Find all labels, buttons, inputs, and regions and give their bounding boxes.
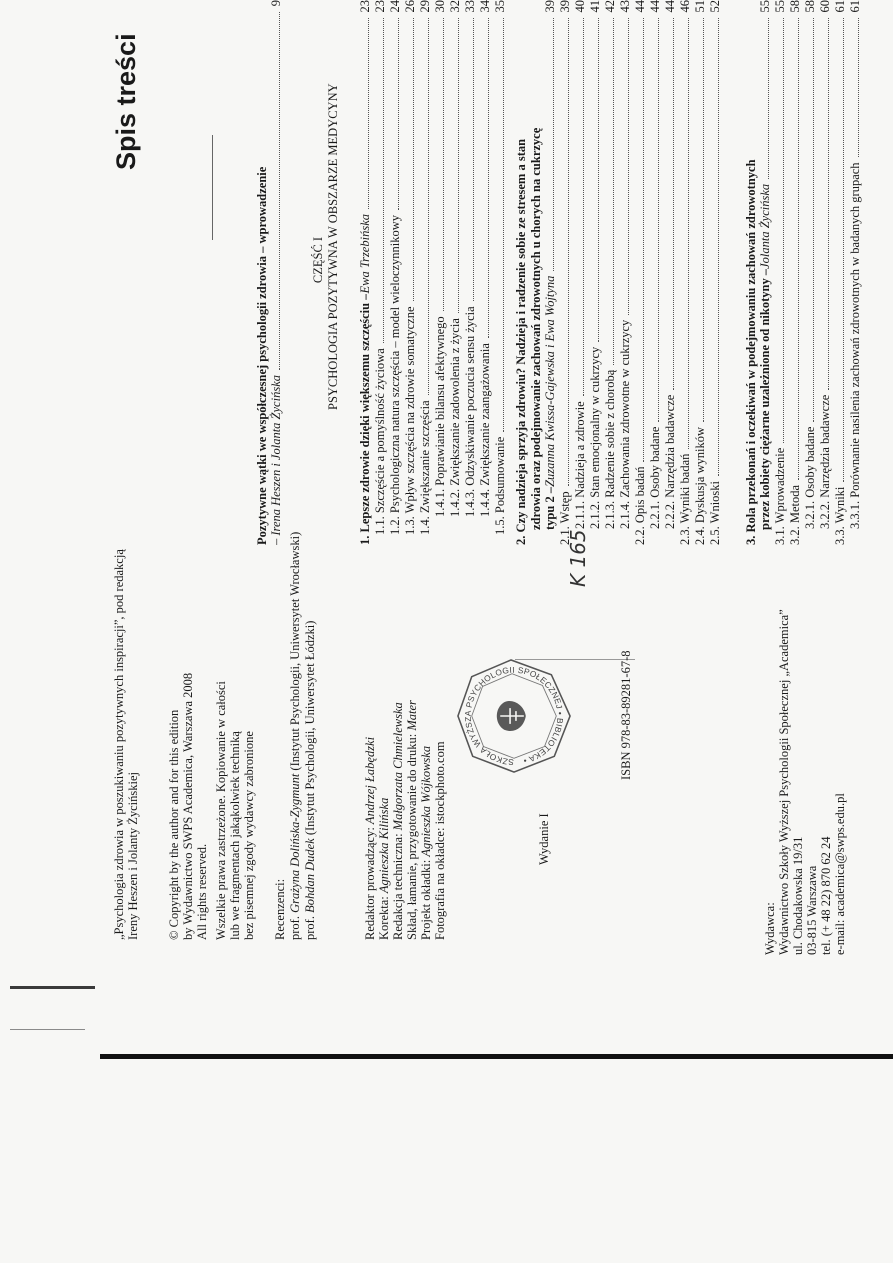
toc-leader xyxy=(783,19,784,443)
toc-intro xyxy=(255,0,269,545)
toc-page-number: 23 xyxy=(373,0,387,13)
toc-entry-title: 3. Rola przekonań i oczekiwań w podejmowaniu zachowań zdrowotnych xyxy=(744,159,758,545)
toc-leader xyxy=(568,19,569,487)
toc-leader xyxy=(443,19,444,312)
toc-page-number: 60 xyxy=(818,0,832,13)
toc-leader xyxy=(368,19,369,210)
handwritten-inventory-number: K 165 xyxy=(566,529,590,587)
toc-entry-title: 2.1.3. Radzenie sobie z chorobą xyxy=(603,369,617,529)
toc-entry-author: Jolanta Życińska xyxy=(758,183,772,269)
toc-page-number: 24 xyxy=(388,0,402,13)
toc-entry-title: 2.2.2. Narzędzia badawcze xyxy=(663,394,677,529)
publisher-label: Wydawca: xyxy=(763,902,777,955)
toc-entry xyxy=(648,0,662,529)
toc-entry-title: przez kobiety ciężarne uzależnione od nikotyny – xyxy=(758,268,772,530)
toc-page-number: 29 xyxy=(418,0,432,13)
toc-page-number: 26 xyxy=(403,0,417,13)
toc-leader xyxy=(413,19,414,302)
publisher-line: ul. Chodakowska 19/31 xyxy=(791,836,805,955)
toc-entry xyxy=(588,0,602,529)
toc-entry-title: 2.1.2. Stan emocjonalny w cukrzycy xyxy=(588,346,602,529)
toc-page-number: 61 xyxy=(833,0,847,13)
toc-leader xyxy=(628,19,629,315)
toc-intro-authors: – Irena Heszen i Jolanta Życińska xyxy=(269,375,283,545)
toc-entry xyxy=(744,0,758,545)
imprint-title-line: „Psychologia zdrowia w poszukiwaniu pozytywnych inspiracji”, pod redakcją xyxy=(112,549,126,940)
toc-leader xyxy=(768,19,769,179)
toc-page-number: 44 xyxy=(663,0,677,13)
toc-entry-title: 3.1. Wprowadzenie xyxy=(773,447,787,545)
toc-page-number: 42 xyxy=(603,0,617,13)
toc-leader xyxy=(828,19,829,390)
reviewer-line: prof. Grażyna Dolińska-Zygmunt (Instytut Psychologii, Uniwersytet Wrocławski) xyxy=(288,531,302,940)
toc-entry xyxy=(708,0,722,545)
toc-entry xyxy=(448,0,462,517)
toc-entry xyxy=(773,0,787,545)
imprint-title-line: Ireny Heszen i Jolanty Życińskiej xyxy=(126,771,140,940)
toc-entry xyxy=(558,0,572,545)
toc-leader xyxy=(658,19,659,422)
toc-entry xyxy=(373,0,387,535)
divider xyxy=(212,135,213,240)
toc-entry xyxy=(388,0,402,535)
toc-leader xyxy=(703,19,704,422)
toc-entry xyxy=(543,0,557,530)
toc-page-number: 52 xyxy=(708,0,722,13)
toc-entry-title: 1.5. Podsumowanie xyxy=(493,436,507,535)
toc-entry-title: 2.2.1. Osoby badane xyxy=(648,426,662,529)
toc-leader xyxy=(673,19,674,390)
toc-entry-title: 1.1. Szczęście a pomyślność życiowa xyxy=(373,348,387,535)
toc-entry xyxy=(358,0,372,545)
toc-entry-title: 3.2.1. Osoby badane xyxy=(803,426,817,529)
toc-intro-title: Pozytywne wątki we współczesnej psychologii zdrowia – wprowadzenie xyxy=(255,166,269,545)
toc-entry-title: zdrowia oraz podejmowanie zachowań zdrowotnych u chorych na cukrzycę xyxy=(529,127,543,530)
credit-line: Fotografia na okładce: istockphoto.com xyxy=(433,741,447,940)
toc-entry xyxy=(433,0,447,517)
toc-entry xyxy=(633,0,647,545)
credit-line: Korekta: Agnieszka Kilińska xyxy=(377,797,391,940)
toc-entry-title: 3.3.1. Porównanie nasilenia zachowań zdrowotnych w badanych grupach xyxy=(848,162,862,529)
toc-entry xyxy=(848,0,862,529)
toc-intro-authors-row xyxy=(269,0,283,545)
toc-entry-title: 1. Lepsze zdrowie dzięki większemu szczęściu – xyxy=(358,293,372,545)
toc-entry xyxy=(514,0,528,545)
toc-page-number: 9 xyxy=(269,0,283,7)
toc-entry xyxy=(758,0,772,530)
toc-leader xyxy=(553,19,554,271)
toc-page-number: 23 xyxy=(358,0,372,13)
toc-entry-title: 2.1.1. Nadzieja a zdrowie xyxy=(573,401,587,529)
toc-entry xyxy=(493,0,507,535)
toc-entry xyxy=(478,0,492,517)
copyright-line: All rights reserved. xyxy=(195,843,209,940)
toc-entry-title: 1.4.3. Odzyskiwanie poczucia sensu życia xyxy=(463,306,477,517)
toc-entry xyxy=(803,0,817,529)
toc-leader xyxy=(458,19,459,314)
toc-leader xyxy=(858,19,859,158)
toc-entry xyxy=(573,0,587,529)
toc-page-number: 55 xyxy=(758,0,772,13)
part-label: CZĘŚĆ I xyxy=(311,236,325,284)
publisher-line: e-mail: academica@swps.edu.pl xyxy=(833,793,847,955)
publisher-line: 03-815 Warszawa xyxy=(805,865,819,955)
toc-entry-title: 2.4. Dyskusja wyników xyxy=(693,426,707,545)
toc-entry xyxy=(788,0,802,545)
toc-page-number: 46 xyxy=(678,0,692,13)
reviewers-label: Recenzenci: xyxy=(273,878,287,940)
toc-leader xyxy=(583,19,584,397)
toc-entry xyxy=(618,0,632,529)
toc-leader xyxy=(383,19,384,344)
toc-page-number: 30 xyxy=(433,0,447,13)
toc-page-number: 43 xyxy=(618,0,632,13)
toc-page-number: 40 xyxy=(573,0,587,13)
credit-line: Projekt okładki: Agnieszka Wójkowska xyxy=(419,745,433,940)
toc-leader xyxy=(279,12,280,370)
toc-entry-author: Ewa Trzebińska xyxy=(358,214,372,294)
rights-line: lub we fragmentach jakąkolwiek techniką xyxy=(228,731,242,940)
toc-leader xyxy=(613,19,614,365)
rights-line: bez pisemnej zgody wydawcy zabronione xyxy=(242,731,256,940)
toc-leader xyxy=(488,19,489,339)
edition: Wydanie I xyxy=(537,813,551,865)
toc-entry xyxy=(403,0,417,535)
toc-entry xyxy=(603,0,617,529)
toc-entry-title: 3.3. Wyniki xyxy=(833,486,847,545)
toc-entry-title: typu 2 – xyxy=(543,486,557,530)
toc-leader xyxy=(598,19,599,342)
toc-leader xyxy=(813,19,814,422)
toc-entry xyxy=(833,0,847,545)
toc-entry-author: Zuzanna Kwissa-Gajewska i Ewa Wojtyna xyxy=(543,275,557,487)
toc-page-number: 44 xyxy=(633,0,647,13)
toc-entry xyxy=(463,0,477,517)
credit-line: Redakcja techniczna: Małgorzata Chmielewska xyxy=(391,702,405,940)
toc-entry-title: 2.5. Wnioski xyxy=(708,480,722,545)
reviewer-line: prof. Bohdan Dudek (Instytut Psychologii, Uniwersytet Łódzki) xyxy=(303,620,317,940)
toc-page-number: 61 xyxy=(848,0,862,13)
toc-page-number: 35 xyxy=(493,0,507,13)
toc-entry-title: 1.4.1. Poprawianie bilansu afektywnego xyxy=(433,316,447,517)
toc-entry-title: 1.3. Wpływ szczęścia na zdrowie somatyczne xyxy=(403,306,417,535)
toc-leader xyxy=(843,19,844,482)
toc-entry xyxy=(663,0,677,529)
library-stamp xyxy=(455,657,573,775)
toc-entry-title: 1.4.2. Zwiększanie zadowolenia z życia xyxy=(448,318,462,517)
scan-page-edge xyxy=(100,1054,893,1059)
toc-entry-title: 2. Czy nadzieja sprzyja zdrowiu? Nadzieja i radzenie sobie ze stresem a stan xyxy=(514,138,528,545)
toc-page-number: 51 xyxy=(693,0,707,13)
toc-entry xyxy=(529,0,543,530)
toc-leader xyxy=(428,19,429,396)
toc-heading: Spis treści xyxy=(111,33,141,170)
toc-entry-title: 3.2.2. Narzędzia badawcze xyxy=(818,394,832,529)
toc-page-number: 32 xyxy=(448,0,462,13)
toc-leader xyxy=(398,19,399,210)
toc-entry xyxy=(418,0,432,535)
toc-entry-title: 1.4.4. Zwiększanie zaangażowania xyxy=(478,343,492,517)
toc-leader xyxy=(718,19,719,476)
toc-page-number: 58 xyxy=(788,0,802,13)
isbn: ISBN 978-83-89281-67-8 xyxy=(619,650,633,780)
credit-line: Redaktor prowadzący: Andrzej Łabędzki xyxy=(363,736,377,940)
toc-page-number: 33 xyxy=(463,0,477,13)
publisher-line: tel. (+ 48 22) 870 62 24 xyxy=(819,836,833,955)
toc-entry-title: 2.3. Wyniki badań xyxy=(678,453,692,545)
toc-entry-title: 3.2. Metoda xyxy=(788,484,802,545)
credit-line: Skład, łamanie, przygotowanie do druku: Mater xyxy=(405,700,419,940)
rights-line: Wszelkie prawa zastrzeżone. Kopiowanie w całości xyxy=(214,681,228,940)
toc-leader xyxy=(643,19,644,462)
toc-page-number: 55 xyxy=(773,0,787,13)
toc-page-number: 39 xyxy=(543,0,557,13)
toc-page-number: 39 xyxy=(558,0,572,13)
part-title: PSYCHOLOGIA POZYTYWNA W OBSZARZE MEDYCYNY xyxy=(326,83,340,410)
toc-entry-title: 2.1. Wstęp xyxy=(558,491,572,545)
toc-leader xyxy=(688,19,689,449)
toc-leader xyxy=(473,19,474,302)
toc-entry xyxy=(818,0,832,529)
toc-entry-title: 2.1.4. Zachowania zdrowotne w cukrzycy xyxy=(618,319,632,529)
copyright-line: © Copyright by the author and for this edition xyxy=(167,709,181,940)
publisher-line: Wydawnictwo Szkoły Wyższej Psychologii Społecznej „Academica” xyxy=(777,609,791,955)
toc-leader xyxy=(798,19,799,480)
toc-entry xyxy=(693,0,707,545)
copyright-line: by Wydawnictwo SWPS Academica, Warszawa 2008 xyxy=(181,672,195,940)
toc-page-number: 44 xyxy=(648,0,662,13)
toc-page-number: 58 xyxy=(803,0,817,13)
toc-leader xyxy=(503,19,504,432)
toc-entry-title: 1.2. Psychologiczna natura szczęścia – model wieloczynnikowy xyxy=(388,214,402,535)
toc-page-number: 34 xyxy=(478,0,492,13)
toc-entry-title: 2.2. Opis badań xyxy=(633,466,647,545)
toc-entry-title: 1.4. Zwiększanie szczęścia xyxy=(418,400,432,535)
stamp-text: SZKOŁA WYŻSZA PSYCHOLOGII SPOŁECZNEJ • BIBLIOTEKA • xyxy=(462,664,566,768)
toc-entry xyxy=(678,0,692,545)
toc-page-number: 41 xyxy=(588,0,602,13)
